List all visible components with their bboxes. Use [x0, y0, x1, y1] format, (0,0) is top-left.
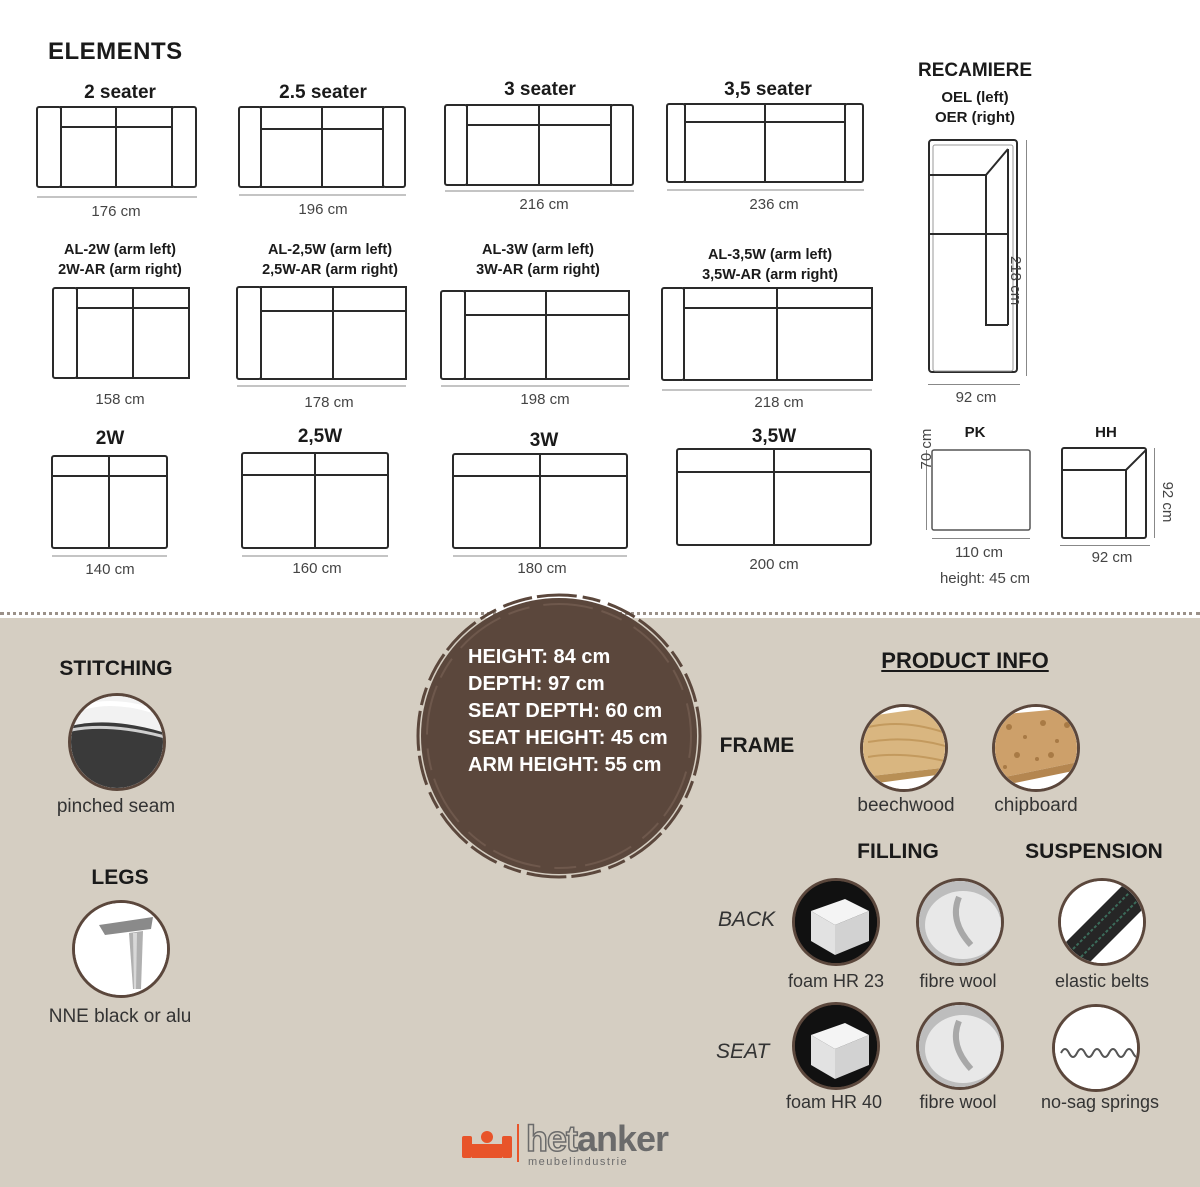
frame-caption-beechwood: beechwood — [857, 795, 955, 816]
element-label-al-3w — [448, 240, 628, 280]
sofa-2-seater-drawing — [36, 105, 198, 194]
pinched-seam-image — [68, 693, 166, 791]
label-line-1: AL-2,5W (arm left) — [267, 242, 393, 258]
back-filling-foam: foam HR 23 — [787, 971, 885, 991]
element-label-al-2-5w — [240, 240, 420, 280]
sofa-3w-drawing — [452, 452, 630, 565]
brand-name — [526, 1120, 668, 1158]
recamiere-code-left: OEL (left) — [941, 89, 1009, 106]
pk-width-line — [932, 538, 1030, 539]
element-label-3-5w: 3,5W — [751, 426, 797, 447]
stitching-title: STITCHING — [59, 657, 173, 680]
pk-label: PK — [964, 424, 986, 441]
sofa-logo-icon — [460, 1122, 520, 1166]
back-label: BACK — [718, 908, 776, 931]
element-label-2w: 2W — [95, 428, 125, 449]
brand-name-het: het — [526, 1118, 577, 1159]
element-label-3w: 3W — [529, 430, 559, 451]
dim-2-5w: 160 cm — [292, 560, 342, 577]
element-label-al-2w — [40, 240, 200, 280]
back-filling-wool: fibre wool — [919, 971, 997, 991]
foam-hr23-image — [792, 878, 880, 966]
seat-filling-wool: fibre wool — [919, 1092, 997, 1112]
brand-name-anker: anker — [577, 1118, 669, 1159]
label-line-2: 2,5W-AR (arm right) — [262, 262, 398, 278]
hh-width-line — [1060, 545, 1150, 546]
hh-depth-line — [1154, 448, 1155, 538]
spec-arm-height: ARM HEIGHT: 55 cm — [468, 754, 662, 776]
element-label-3-5-seater: 3,5 seater — [724, 79, 812, 100]
fibre-wool-seat-image — [916, 1002, 1004, 1090]
legs-title: LEGS — [91, 866, 149, 889]
label-line-2: 3,5W-AR (arm right) — [702, 267, 838, 283]
frame-title: FRAME — [719, 734, 795, 757]
element-label-2-5w: 2,5W — [297, 426, 343, 447]
suspension-seat: no-sag springs — [1040, 1092, 1160, 1112]
sofa-al-3-5w-drawing — [661, 286, 875, 389]
stitching-caption: pinched seam — [56, 796, 176, 817]
element-label-3-seater: 3 seater — [504, 79, 576, 100]
dim-pk-depth: 70 cm — [918, 428, 935, 470]
label-line-1: AL-2W (arm left) — [64, 242, 176, 258]
product-info-title: PRODUCT INFO — [881, 648, 1049, 673]
dim-recamiere-width: 92 cm — [955, 389, 997, 406]
elastic-belts-image — [1058, 878, 1146, 966]
pk-pouf-drawing — [930, 448, 1034, 539]
brand-subtitle: meubelindustrie — [528, 1156, 629, 1168]
pk-height: height: 45 cm — [939, 570, 1031, 587]
legs-caption: NNE black or alu — [48, 1006, 192, 1027]
label-line-1: AL-3W (arm left) — [482, 242, 594, 258]
dim-al-3-5w: 218 cm — [754, 394, 804, 411]
dim-recamiere-length: 218 cm — [1007, 256, 1024, 306]
sofa-3-seater-drawing — [444, 103, 636, 192]
dim-3w: 180 cm — [517, 560, 567, 577]
no-sag-springs-image — [1052, 1004, 1140, 1092]
recamiere-header — [905, 60, 1045, 128]
recamiere-code-right: OER (right) — [935, 109, 1015, 126]
suspension-back: elastic belts — [1054, 971, 1150, 991]
hh-label: HH — [1095, 424, 1117, 441]
dim-3-seater: 216 cm — [519, 196, 569, 213]
sofa-3-5-seater-drawing — [666, 102, 866, 191]
filling-title: FILLING — [857, 840, 939, 863]
foam-hr40-image — [792, 1002, 880, 1090]
beechwood-image — [860, 704, 948, 792]
leg-image — [72, 900, 170, 998]
suspension-title: SUSPENSION — [1025, 840, 1163, 863]
fibre-wool-back-image — [916, 878, 1004, 966]
label-line-1: AL-3,5W (arm left) — [707, 247, 833, 263]
frame-caption-chipboard: chipboard — [994, 795, 1078, 816]
dim-hh-width: 92 cm — [1091, 549, 1133, 566]
element-label-al-3-5w — [670, 245, 870, 285]
dim-hh-depth: 92 cm — [1159, 481, 1176, 523]
sofa-2-5w-drawing — [241, 451, 391, 564]
element-label-2-5-seater: 2.5 seater — [279, 82, 367, 103]
sofa-2-5-seater-drawing — [238, 105, 408, 194]
sofa-al-2-5w-drawing — [236, 285, 410, 388]
hh-corner-drawing — [1060, 446, 1150, 547]
element-label-2-seater: 2 seater — [84, 82, 156, 103]
dim-3-5-seater: 236 cm — [749, 196, 799, 213]
recamiere-width-line — [928, 384, 1020, 385]
dim-al-2w: 158 cm — [95, 391, 145, 408]
dim-2-seater: 176 cm — [91, 203, 141, 220]
seat-filling-foam: foam HR 40 — [785, 1092, 883, 1112]
dim-2-5-seater: 196 cm — [298, 201, 348, 218]
dim-2w: 140 cm — [85, 561, 135, 578]
label-line-2: 3W-AR (arm right) — [476, 262, 600, 278]
chipboard-image — [992, 704, 1080, 792]
sofa-al-2w-drawing — [52, 286, 192, 387]
dim-3-5w: 200 cm — [749, 556, 799, 573]
spec-height: HEIGHT: 84 cm — [468, 646, 611, 668]
recamiere-length-line — [1026, 140, 1027, 376]
spec-seat-depth: SEAT DEPTH: 60 cm — [468, 700, 663, 722]
dim-al-2-5w: 178 cm — [304, 394, 354, 411]
recamiere-title: RECAMIERE — [917, 60, 1032, 81]
sofa-al-3w-drawing — [440, 289, 632, 388]
dim-pk-width: 110 cm — [954, 544, 1004, 561]
dim-al-3w: 198 cm — [520, 391, 570, 408]
spec-seat-height: SEAT HEIGHT: 45 cm — [468, 727, 668, 749]
spec-depth: DEPTH: 97 cm — [468, 673, 605, 695]
seat-label: SEAT — [716, 1040, 770, 1063]
sofa-2w-drawing — [51, 454, 169, 563]
label-line-2: 2W-AR (arm right) — [58, 262, 182, 278]
sofa-3-5w-drawing — [676, 447, 874, 556]
elements-title: ELEMENTS — [48, 38, 183, 65]
